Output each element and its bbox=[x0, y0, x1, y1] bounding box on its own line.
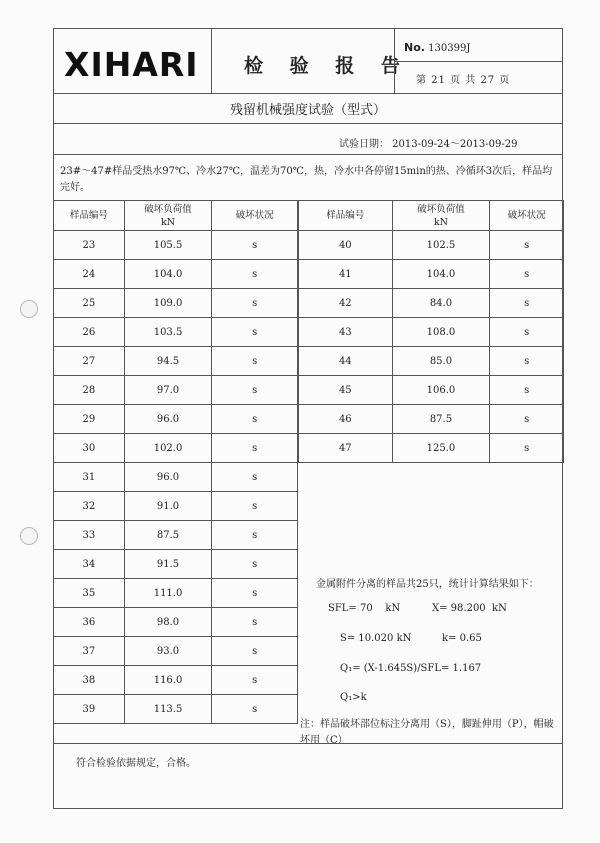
col-header-failure: 破坏状况 bbox=[212, 201, 298, 231]
load-value-cell: 108.0 bbox=[392, 318, 490, 347]
conclusion: 符合检验依据规定，合格。 bbox=[76, 758, 196, 769]
load-value-cell: 84.0 bbox=[392, 289, 490, 318]
section-title: 残留机械强度试验（型式） bbox=[229, 103, 386, 118]
load-value-cell: 94.5 bbox=[124, 347, 212, 376]
load-value-cell: 87.5 bbox=[392, 405, 490, 434]
sample-no-cell: 29 bbox=[54, 405, 125, 434]
table-row bbox=[299, 260, 564, 289]
sample-no-cell: 41 bbox=[299, 260, 393, 289]
sample-no-cell: 40 bbox=[299, 231, 393, 260]
failure-state-cell: s bbox=[490, 231, 564, 260]
sample-no-cell: 37 bbox=[54, 637, 125, 666]
failure-state-cell: s bbox=[212, 347, 298, 376]
load-value-cell: 85.0 bbox=[392, 347, 490, 376]
load-value-cell: 104.0 bbox=[392, 260, 490, 289]
sample-no-cell: 32 bbox=[54, 492, 125, 521]
failure-state-cell: s bbox=[212, 289, 298, 318]
table-row bbox=[54, 289, 298, 318]
sample-no-cell: 47 bbox=[299, 434, 393, 463]
load-value-cell: 106.0 bbox=[392, 376, 490, 405]
load-value-cell: 104.0 bbox=[124, 260, 212, 289]
report-number: No. 130399J bbox=[404, 41, 471, 54]
sample-no-cell: 46 bbox=[299, 405, 393, 434]
col-header-load-2: 破坏负荷值 kN bbox=[392, 201, 490, 231]
failure-state-cell: s bbox=[490, 289, 564, 318]
load-value-cell: 96.0 bbox=[124, 405, 212, 434]
load-value-cell: 125.0 bbox=[392, 434, 490, 463]
results-table-left bbox=[53, 200, 298, 724]
punch-hole-bottom bbox=[20, 527, 38, 545]
failure-state-cell: s bbox=[212, 637, 298, 666]
report-frame bbox=[53, 28, 563, 809]
failure-state-cell: s bbox=[490, 260, 564, 289]
load-value-cell: 97.0 bbox=[124, 376, 212, 405]
table-row bbox=[299, 434, 564, 463]
failure-state-cell: s bbox=[212, 260, 298, 289]
test-date: 试验日期： 2013-09-24～2013-09-29 bbox=[339, 139, 518, 150]
report-title: 检 验 报 告 bbox=[244, 55, 410, 77]
sample-no-cell: 45 bbox=[299, 376, 393, 405]
load-value-cell: 91.0 bbox=[124, 492, 212, 521]
load-value-cell: 87.5 bbox=[124, 521, 212, 550]
failure-state-cell: s bbox=[490, 318, 564, 347]
sample-no-cell: 42 bbox=[299, 289, 393, 318]
failure-state-cell: s bbox=[490, 376, 564, 405]
sample-no-cell: 44 bbox=[299, 347, 393, 376]
col-header-failure-2: 破坏状况 bbox=[490, 201, 564, 231]
failure-state-cell: s bbox=[212, 579, 298, 608]
table-row bbox=[54, 492, 298, 521]
sample-no-cell: 24 bbox=[54, 260, 125, 289]
failure-state-cell: s bbox=[212, 666, 298, 695]
sample-no-cell: 26 bbox=[54, 318, 125, 347]
table-row bbox=[54, 405, 298, 434]
load-value-cell: 96.0 bbox=[124, 463, 212, 492]
failure-state-cell: s bbox=[212, 492, 298, 521]
sample-no-cell: 28 bbox=[54, 376, 125, 405]
table-row bbox=[54, 521, 298, 550]
table-row bbox=[54, 376, 298, 405]
load-value-cell: 113.5 bbox=[124, 695, 212, 724]
sample-no-cell: 33 bbox=[54, 521, 125, 550]
table-row bbox=[54, 579, 298, 608]
sample-no-cell: 43 bbox=[299, 318, 393, 347]
company-logo: XIHARI bbox=[64, 45, 199, 84]
load-value-cell: 98.0 bbox=[124, 608, 212, 637]
load-value-cell: 111.0 bbox=[124, 579, 212, 608]
col-header-sample-no-2: 样品编号 bbox=[299, 201, 393, 231]
load-value-cell: 102.0 bbox=[124, 434, 212, 463]
sample-no-cell: 35 bbox=[54, 579, 125, 608]
failure-state-cell: s bbox=[212, 405, 298, 434]
load-value-cell: 103.5 bbox=[124, 318, 212, 347]
sample-no-cell: 27 bbox=[54, 347, 125, 376]
table-row bbox=[54, 260, 298, 289]
load-value-cell: 91.5 bbox=[124, 550, 212, 579]
sample-no-cell: 34 bbox=[54, 550, 125, 579]
failure-state-cell: s bbox=[212, 434, 298, 463]
table-row bbox=[299, 318, 564, 347]
col-header-sample-no: 样品编号 bbox=[54, 201, 125, 231]
load-value-cell: 109.0 bbox=[124, 289, 212, 318]
sample-no-cell: 30 bbox=[54, 434, 125, 463]
calc-intro: 金属附件分离的样品共25只，统计计算结果如下： bbox=[316, 579, 539, 590]
load-value-cell: 93.0 bbox=[124, 637, 212, 666]
calc-sfl: SFL= 70 kN bbox=[328, 603, 401, 614]
col-header-load: 破坏负荷值 kN bbox=[124, 201, 212, 231]
load-value-cell: 102.5 bbox=[392, 231, 490, 260]
failure-state-cell: s bbox=[490, 434, 564, 463]
table-row bbox=[54, 666, 298, 695]
calc-note: 注：样品破坏部位标注分离用（S），脚趾伸用（P），帽破坏用（C） bbox=[300, 719, 554, 746]
test-description: 23#～47#样品受热水97℃、冷水27℃，温差为70℃，热，冷水中各停留15min的热、冷循环3次后，样品均完好。 bbox=[60, 166, 553, 193]
table-row bbox=[299, 289, 564, 318]
calc-q-condition: Q₁>k bbox=[340, 692, 367, 703]
table-row bbox=[54, 608, 298, 637]
failure-state-cell: s bbox=[212, 318, 298, 347]
page-info: 第 21 页 共 27 页 bbox=[416, 75, 511, 86]
failure-state-cell: s bbox=[490, 347, 564, 376]
table-row bbox=[54, 434, 298, 463]
table-row bbox=[54, 231, 298, 260]
failure-state-cell: s bbox=[212, 376, 298, 405]
table-row bbox=[54, 463, 298, 492]
failure-state-cell: s bbox=[490, 405, 564, 434]
table-row bbox=[54, 318, 298, 347]
sample-no-cell: 23 bbox=[54, 231, 125, 260]
table-row bbox=[299, 405, 564, 434]
table-row bbox=[54, 637, 298, 666]
calc-s: S= 10.020 kN bbox=[340, 633, 412, 644]
sample-no-cell: 38 bbox=[54, 666, 125, 695]
failure-state-cell: s bbox=[212, 608, 298, 637]
table-row bbox=[299, 376, 564, 405]
load-value-cell: 105.5 bbox=[124, 231, 212, 260]
failure-state-cell: s bbox=[212, 695, 298, 724]
table-row bbox=[54, 550, 298, 579]
sample-no-cell: 31 bbox=[54, 463, 125, 492]
calc-q: Q₁= (X-1.645S)/SFL= 1.167 bbox=[340, 663, 482, 674]
table-row bbox=[54, 695, 298, 724]
results-table-right bbox=[298, 200, 564, 463]
table-row bbox=[299, 347, 564, 376]
failure-state-cell: s bbox=[212, 231, 298, 260]
sample-no-cell: 39 bbox=[54, 695, 125, 724]
table-row bbox=[54, 347, 298, 376]
calc-k: k= 0.65 bbox=[442, 633, 482, 644]
sample-no-cell: 25 bbox=[54, 289, 125, 318]
failure-state-cell: s bbox=[212, 550, 298, 579]
punch-hole-top bbox=[20, 300, 38, 318]
load-value-cell: 116.0 bbox=[124, 666, 212, 695]
calc-xbar: X= 98.200 kN bbox=[432, 603, 507, 614]
failure-state-cell: s bbox=[212, 463, 298, 492]
sample-no-cell: 36 bbox=[54, 608, 125, 637]
table-row bbox=[299, 231, 564, 260]
failure-state-cell: s bbox=[212, 521, 298, 550]
